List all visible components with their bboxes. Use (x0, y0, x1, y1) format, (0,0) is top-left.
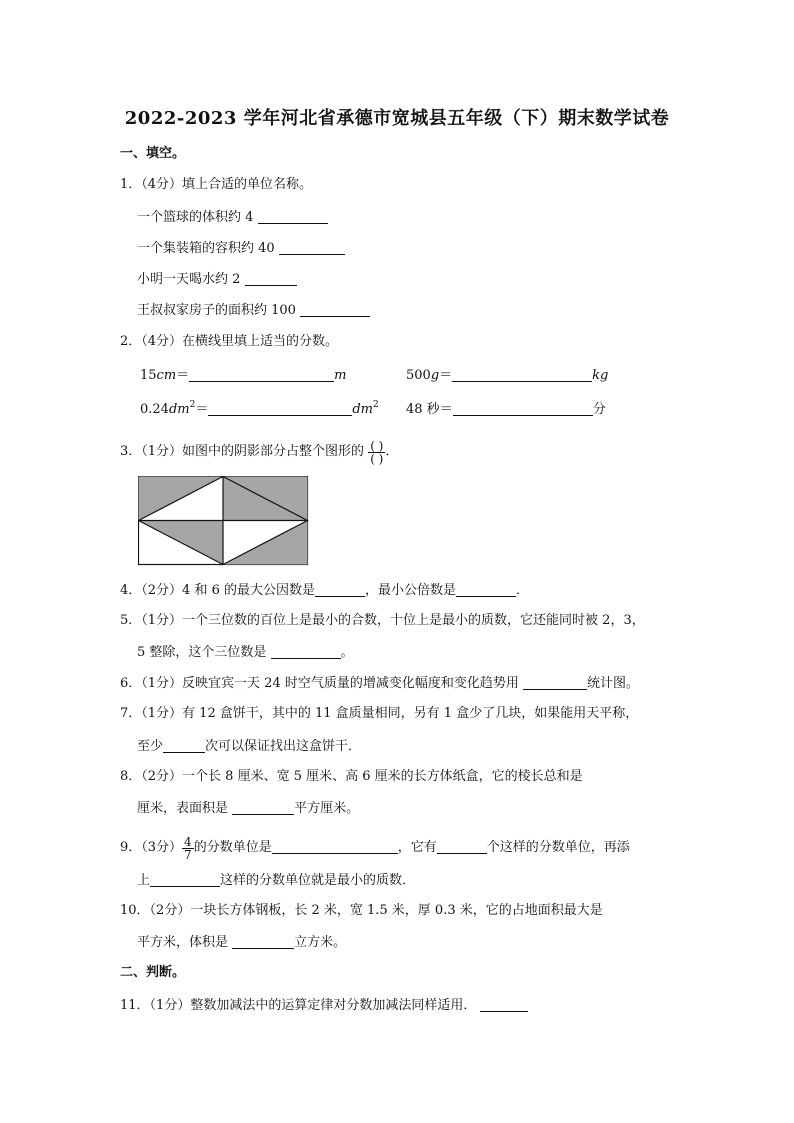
fraction-numerator: ( ) (370, 439, 384, 453)
q7-text-a: 至少 (137, 739, 164, 754)
q2d-num: 48 秒 (406, 402, 440, 417)
q9-text-c: ，它有 (397, 840, 437, 855)
q6-text-a: 6．（1分）反映宜宾一天 24 时空气质量的增减变化幅度和变化趋势用 (120, 676, 519, 691)
section-heading-fill-in: 一、填空。 (120, 146, 186, 161)
q9-text-e: 上 (137, 873, 151, 888)
answer-blank[interactable] (315, 582, 365, 597)
shaded-rectangle-figure (138, 476, 309, 566)
question-10-line-1: 10．（2分）一块长方体钢板，长 2 米，宽 1.5 米，厚 0.3 米，它的占地面积最大是 (120, 903, 603, 918)
q2a-num: 15 (140, 368, 157, 383)
answer-blank[interactable] (232, 800, 294, 815)
answer-blank[interactable] (279, 240, 345, 255)
q7-text-b: 次可以保证找出这盒饼干． (205, 739, 362, 754)
q2b-eq: ＝ (439, 368, 453, 383)
answer-blank[interactable] (245, 271, 297, 286)
q2c-eq: ＝ (195, 402, 209, 417)
q2b-target-unit: kg (592, 368, 609, 383)
q2a-eq: ＝ (176, 368, 190, 383)
q9-text-b: 的分数单位是 (193, 840, 272, 855)
question-8-line-2 (137, 800, 359, 817)
q9-text-f: 这样的分数单位就是最小的质数． (220, 873, 416, 888)
question-1-line-2 (137, 240, 345, 257)
question-9-line-2 (137, 872, 415, 889)
q3-text: 3．（1分）如图中的阴影部分占整个图形的 (120, 444, 365, 459)
answer-blank[interactable] (232, 934, 294, 949)
q1-l3-text: 小明一天喝水约 2 (137, 272, 241, 287)
q6-text-b: 统计图。 (587, 676, 640, 691)
q2c-sup: 2 (189, 400, 196, 410)
q2b-num: 500 (406, 368, 431, 383)
question-9-line-1 (120, 836, 630, 861)
answer-blank[interactable] (208, 401, 352, 416)
q1-l2-text: 一个集装箱的容积约 40 (137, 241, 275, 256)
question-1-heading: 1．（4分）填上合适的单位名称。 (120, 177, 313, 192)
answer-blank[interactable] (271, 644, 341, 659)
page-title: 2022-2023 学年河北省承德市宽城县五年级（下）期末数学试卷 (124, 108, 670, 129)
q3-period: ． (385, 444, 399, 459)
question-4 (120, 582, 529, 599)
question-1-line-4 (137, 302, 370, 319)
answer-fraction[interactable] (368, 440, 385, 465)
q1-l1-text: 一个篮球的体积约 4 (137, 210, 254, 225)
answer-blank[interactable] (437, 839, 487, 854)
q4-text-c: ． (516, 583, 530, 598)
answer-blank[interactable] (300, 302, 370, 317)
answer-blank[interactable] (480, 997, 528, 1012)
q2c-unit: dm (168, 402, 190, 417)
q1-l4-text: 王叔叔家房子的面积约 100 (137, 303, 296, 318)
fraction-denominator: ( ) (370, 452, 384, 466)
q4-text-a: 4．（2分）4 和 6 的最大公因数是 (120, 583, 315, 598)
answer-blank[interactable] (150, 872, 220, 887)
q5-text-b: 。 (340, 645, 354, 660)
question-5-line-2 (137, 644, 354, 661)
q10-text-a: 平方米，体积是 (137, 935, 229, 950)
q2c-num: 0.24 (140, 402, 169, 417)
q2c-target-unit: dm (352, 402, 374, 417)
answer-blank[interactable] (456, 582, 516, 597)
answer-blank[interactable] (453, 401, 593, 416)
q9-text-d: 个这样的分数单位，再添 (486, 840, 630, 855)
answer-blank[interactable] (258, 209, 328, 224)
q4-text-b: ，最小公倍数是 (364, 583, 456, 598)
fraction-denominator: 7 (184, 848, 192, 862)
fraction-four-sevenths (182, 836, 194, 861)
question-10-line-2 (137, 934, 346, 951)
q2c-target-sup: 2 (373, 400, 379, 410)
q2a-unit: cm (156, 368, 177, 383)
question-2-item-a (140, 367, 347, 384)
q2d-target-unit: 分 (592, 402, 606, 417)
q2b-unit: g (430, 368, 440, 383)
question-7-line-2 (137, 738, 361, 755)
question-2-item-b (406, 367, 608, 384)
question-11 (120, 997, 528, 1014)
q2d-eq: ＝ (439, 402, 453, 417)
answer-blank[interactable] (189, 367, 334, 382)
q11-text: 11．（1分）整数加减法中的运算定律对分数加减法同样适用． (120, 998, 477, 1013)
question-7-line-1: 7．（1分）有 12 盒饼干，其中的 11 盒质量相同，另有 1 盒少了几块，如果能用天平称， (120, 706, 639, 721)
q8-text-a: 厘米，表面积是 (137, 801, 229, 816)
q2a-target-unit: m (334, 368, 347, 383)
question-2-heading: 2．（4分）在横线里填上适当的分数。 (120, 334, 339, 349)
question-3-heading (120, 440, 398, 465)
question-1-line-1 (137, 209, 328, 226)
q9-text-a: 9．（3分） (120, 840, 183, 855)
section-heading-true-false: 二、判断。 (120, 965, 186, 980)
question-5-line-1: 5．（1分）一个三位数的百位上是最小的合数，十位上是最小的质数，它还能同时被 2，3， (120, 613, 645, 628)
q8-text-b: 平方厘米。 (294, 801, 360, 816)
answer-blank[interactable] (523, 675, 587, 690)
answer-blank[interactable] (272, 839, 398, 854)
q10-text-b: 立方米。 (294, 935, 347, 950)
fraction-numerator: 4 (184, 835, 192, 849)
question-2-item-c (140, 401, 379, 418)
question-2-item-d (406, 401, 606, 418)
answer-blank[interactable] (163, 738, 205, 753)
question-8-line-1: 8．（2分）一个长 8 厘米、宽 5 厘米、高 6 厘米的长方体纸盒，它的棱长总和是 (120, 769, 583, 784)
q5-text-a: 5 整除，这个三位数是 (137, 645, 267, 660)
question-1-line-3 (137, 271, 297, 288)
answer-blank[interactable] (452, 367, 592, 382)
question-6 (120, 675, 639, 692)
